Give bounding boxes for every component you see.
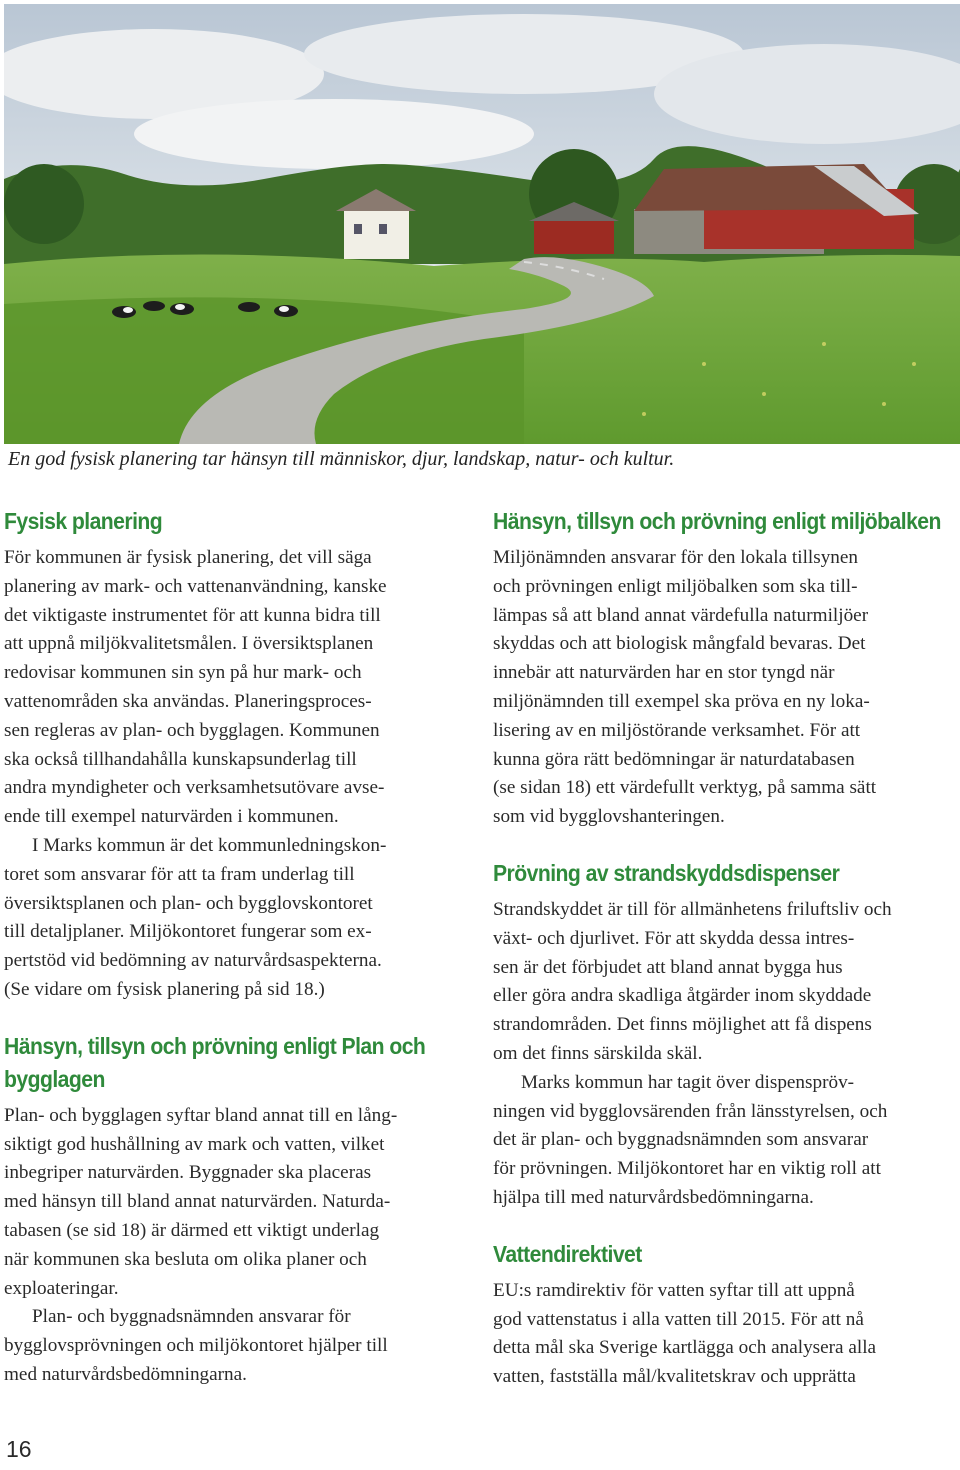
paragraph-pbl-1: Plan- och bygglagen syftar bland annat till en lång- siktigt god hushållning av mark och vatten, vilket inbegriper naturvärden. Byggnader ska placeras med hänsyn till bland annat naturvärden. Naturda- tabasen (se sid 18) är därmed ett viktigt underlag när kommunen ska besluta om olika planer och exploateringar. [4, 1104, 398, 1299]
landscape-photo [4, 4, 960, 444]
paragraph-vattendirektivet: EU:s ramdirektiv för vatten syftar till att uppnå god vattenstatus i alla vatten till 2015. För att nå detta mål ska Sverige kartlägga och analysera alla vatten, fastställa mål/kvalitetskrav och upprätta [493, 1279, 877, 1388]
left-column [4, 505, 464, 1390]
heading-vattendirektivet: Vattendirektivet [493, 1240, 642, 1267]
photo-caption: En god fysisk planering tar hänsyn till människor, djur, landskap, natur- och kultur. [8, 448, 675, 470]
heading-fysisk-planering: Fysisk planering [4, 508, 163, 534]
paragraph-pbl-2: Plan- och byggnadsnämnden ansvarar för bygglovsprövningen och miljökontoret hjälper till med naturvårdsbedömningarna. [4, 1306, 388, 1385]
heading-miljobalken: Hänsyn, tillsyn och prövning enligt miljöbalken [493, 508, 941, 534]
paragraph-miljobalken: Miljönämnden ansvarar för den lokala tillsynen och prövningen enligt miljöbalken som ska till- lämpas så att bland annat värdefulla naturmiljöer skyddas och att biologisk mångfald bevaras. Det innebär att naturvärden har en stor tyngd när miljönämnden till exempel ska pröva en ny loka- lisering av en miljöstörande verksamhet. För att kunna göra rätt bedömningar är naturdatabasen (se sidan 18) ett värdefullt verktyg, på samma sätt som vid bygglovshanteringen. [493, 547, 877, 828]
heading-strandskydd: Prövning av strandskyddsdispenser [493, 859, 840, 886]
heading-plan-och-bygglagen: Hänsyn, tillsyn och prövning enligt Plan och bygglagen [4, 1032, 426, 1092]
paragraph-fysisk-planering-1: För kommunen är fysisk planering, det vill säga planering av mark- och vattenanvändning, kanske det viktigaste instrumentet för att kunna bidra till att uppnå miljökvalitetsmålen. I översiktsplanen redovisar kommunen sin syn på hur mark- och vattenområden ska användas. Planeringsproces- sen regleras av plan- och bygglagen. Kommunen ska också tillhandahålla kunskapsunderlag till andra myndigheter och verksamhetsutövare avse- ende till exempel naturvärden i kommunen. [4, 547, 387, 828]
right-column [493, 505, 958, 1392]
paragraph-strandskydd-2: Marks kommun har tagit över dispenspröv- ningen vid bygglovsärenden från länsstyrelsen, och det är plan- och byggnadsnämnden som ansvarar för prövningen. Miljökontoret har en viktig roll att hjälpa till med naturvårdsbedömningarna. [493, 1071, 888, 1208]
paragraph-fysisk-planering-2: I Marks kommun är det kommunledningskon- toret som ansvarar för att ta fram underlag till översiktsplanen och plan- och bygglovskontoret till detaljplaner. Miljökontoret fungerar som ex- pertstöd vid bedömning av naturvårdsaspekterna. (Se vidare om fysisk planering på sid 18.) [4, 834, 387, 1000]
paragraph-strandskydd-1: Strandskyddet är till för allmänhetens friluftsliv och växt- och djurlivet. För att skydda dessa intres- sen är det förbjudet att bland annat bygga hus eller göra andra skadliga åtgärder inom skyddade strandområden. Det finns möjlighet att få dispens om det finns särskilda skäl. [493, 898, 892, 1064]
page-number: 16 [6, 1436, 32, 1462]
